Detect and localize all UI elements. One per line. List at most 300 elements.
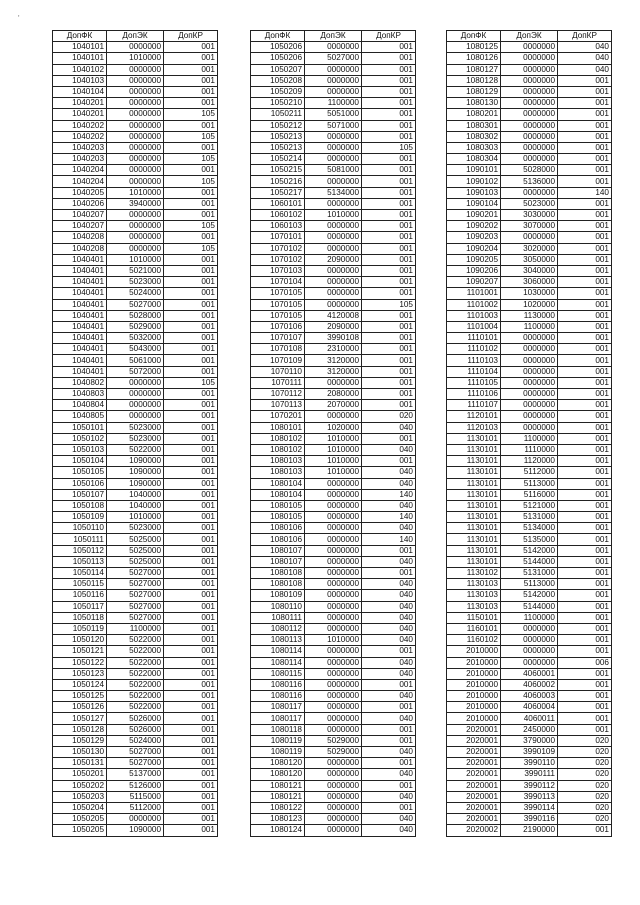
cell-dopfk: 1080108 (251, 579, 305, 590)
cell-dopkr: 001 (558, 120, 612, 131)
cell-dopek: 0000000 (305, 500, 362, 511)
cell-dopek: 0000000 (107, 64, 164, 75)
cell-dopfk: 1080101 (251, 422, 305, 433)
cell-dopek: 3990114 (501, 802, 558, 813)
table-row (251, 635, 416, 646)
table-row (251, 713, 416, 724)
cell-dopfk: 1050129 (53, 735, 107, 746)
cell-dopek: 1030000 (501, 288, 558, 299)
cell-dopfk: 1060101 (251, 198, 305, 209)
cell-dopkr: 001 (362, 344, 416, 355)
cell-dopkr: 040 (362, 556, 416, 567)
cell-dopfk: 1120103 (447, 422, 501, 433)
table-row (251, 433, 416, 444)
cell-dopek: 3990116 (501, 814, 558, 825)
cell-dopkr: 001 (164, 411, 218, 422)
table-row (447, 64, 612, 75)
cell-dopkr: 001 (164, 590, 218, 601)
cell-dopkr: 001 (558, 646, 612, 657)
table-row (251, 243, 416, 254)
table-row (251, 377, 416, 388)
cell-dopek: 1100000 (107, 623, 164, 634)
cell-dopfk: 1050110 (53, 523, 107, 534)
cell-dopek: 5026000 (107, 724, 164, 735)
cell-dopek: 5126000 (107, 780, 164, 791)
table-row (251, 265, 416, 276)
cell-dopek: 1120000 (501, 456, 558, 467)
table-row (447, 512, 612, 523)
cell-dopek: 0000000 (501, 64, 558, 75)
table-row (53, 724, 218, 735)
table-row (447, 42, 612, 53)
cell-dopkr: 001 (362, 254, 416, 265)
cell-dopek: 5026000 (107, 713, 164, 724)
cell-dopkr: 001 (362, 735, 416, 746)
cell-dopek: 0000000 (501, 422, 558, 433)
cell-dopfk: 1160102 (447, 635, 501, 646)
cell-dopkr: 001 (164, 187, 218, 198)
table-row (447, 422, 612, 433)
cell-dopfk: 1060103 (251, 221, 305, 232)
cell-dopkr: 001 (164, 780, 218, 791)
cell-dopek: 3040000 (501, 265, 558, 276)
cell-dopek: 0000000 (305, 478, 362, 489)
cell-dopfk: 1050116 (53, 590, 107, 601)
cell-dopek: 0000000 (305, 579, 362, 590)
cell-dopfk: 1080107 (251, 556, 305, 567)
cell-dopkr: 001 (164, 568, 218, 579)
cell-dopkr: 001 (164, 601, 218, 612)
cell-dopkr: 105 (164, 243, 218, 254)
cell-dopkr: 001 (362, 232, 416, 243)
cell-dopek: 0000000 (305, 86, 362, 97)
cell-dopfk: 1130101 (447, 523, 501, 534)
cell-dopfk: 1090202 (447, 221, 501, 232)
cell-dopkr: 040 (362, 444, 416, 455)
cell-dopek: 1100000 (501, 612, 558, 623)
header-dopfk: ДопФК (447, 31, 501, 42)
cell-dopek: 5022000 (107, 679, 164, 690)
cell-dopkr: 001 (558, 724, 612, 735)
cell-dopfk: 1050217 (251, 187, 305, 198)
table-row (447, 75, 612, 86)
cell-dopek: 1130000 (501, 310, 558, 321)
cell-dopek: 0000000 (501, 131, 558, 142)
table-row (53, 758, 218, 769)
table-row (447, 601, 612, 612)
cell-dopfk: 1050104 (53, 456, 107, 467)
table-row (53, 400, 218, 411)
table-row (251, 769, 416, 780)
cell-dopfk: 1080104 (251, 478, 305, 489)
cell-dopfk: 1040101 (53, 53, 107, 64)
table-row (251, 422, 416, 433)
cell-dopfk: 1110107 (447, 400, 501, 411)
cell-dopek: 1010000 (107, 512, 164, 523)
cell-dopfk: 1050124 (53, 679, 107, 690)
cell-dopkr: 001 (558, 556, 612, 567)
table-row (53, 321, 218, 332)
cell-dopek: 0000000 (305, 512, 362, 523)
cell-dopek: 0000000 (305, 42, 362, 53)
cell-dopkr: 001 (362, 53, 416, 64)
cell-dopek: 0000000 (501, 120, 558, 131)
cell-dopfk: 1080119 (251, 747, 305, 758)
cell-dopfk: 1050106 (53, 478, 107, 489)
cell-dopfk: 1130101 (447, 456, 501, 467)
cell-dopek: 0000000 (305, 702, 362, 713)
cell-dopek: 0000000 (305, 411, 362, 422)
cell-dopkr: 001 (558, 355, 612, 366)
cell-dopfk: 1080303 (447, 142, 501, 153)
cell-dopek: 5027000 (107, 612, 164, 623)
cell-dopkr: 105 (362, 299, 416, 310)
cell-dopek: 0000000 (107, 221, 164, 232)
cell-dopkr: 001 (362, 265, 416, 276)
table-row (53, 299, 218, 310)
cell-dopkr: 001 (558, 243, 612, 254)
table-row (53, 64, 218, 75)
cell-dopkr: 001 (558, 422, 612, 433)
cell-dopkr: 040 (362, 601, 416, 612)
cell-dopek: 5043000 (107, 344, 164, 355)
cell-dopfk: 1040206 (53, 198, 107, 209)
table-row (53, 165, 218, 176)
table-row (447, 489, 612, 500)
cell-dopfk: 1050204 (53, 802, 107, 813)
cell-dopkr: 001 (558, 321, 612, 332)
table-row (251, 590, 416, 601)
cell-dopek: 3020000 (501, 243, 558, 254)
table-row (251, 254, 416, 265)
cell-dopkr: 001 (164, 165, 218, 176)
table-row (251, 556, 416, 567)
table-row (53, 377, 218, 388)
cell-dopek: 0000000 (107, 131, 164, 142)
cell-dopkr: 001 (362, 377, 416, 388)
cell-dopfk: 1040103 (53, 75, 107, 86)
cell-dopkr: 001 (558, 534, 612, 545)
cell-dopek: 5027000 (107, 601, 164, 612)
cell-dopkr: 001 (558, 467, 612, 478)
cell-dopfk: 1040803 (53, 389, 107, 400)
cell-dopkr: 001 (558, 679, 612, 690)
cell-dopfk: 1070108 (251, 344, 305, 355)
cell-dopkr: 001 (362, 42, 416, 53)
cell-dopkr: 001 (164, 657, 218, 668)
cell-dopfk: 1150101 (447, 612, 501, 623)
cell-dopkr: 001 (164, 321, 218, 332)
table-row (447, 456, 612, 467)
table-row (251, 791, 416, 802)
cell-dopek: 5023000 (107, 277, 164, 288)
cell-dopfk: 1050118 (53, 612, 107, 623)
cell-dopkr: 001 (362, 366, 416, 377)
cell-dopkr: 001 (164, 422, 218, 433)
cell-dopfk: 1080106 (251, 523, 305, 534)
cell-dopek: 0000000 (305, 713, 362, 724)
table-row (447, 769, 612, 780)
cell-dopfk: 1080103 (251, 456, 305, 467)
cell-dopkr: 001 (558, 444, 612, 455)
cell-dopkr: 040 (558, 64, 612, 75)
cell-dopkr: 001 (558, 433, 612, 444)
cell-dopfk: 1080122 (251, 802, 305, 813)
cell-dopkr: 001 (558, 512, 612, 523)
cell-dopkr: 040 (362, 668, 416, 679)
cell-dopkr: 105 (164, 109, 218, 120)
table-row (53, 109, 218, 120)
cell-dopkr: 001 (164, 612, 218, 623)
cell-dopkr: 020 (558, 780, 612, 791)
cell-dopkr: 001 (558, 198, 612, 209)
table-row (447, 590, 612, 601)
cell-dopfk: 1080123 (251, 814, 305, 825)
cell-dopfk: 1090104 (447, 198, 501, 209)
cell-dopkr: 001 (164, 646, 218, 657)
cell-dopek: 0000000 (107, 98, 164, 109)
cell-dopkr: 001 (164, 198, 218, 209)
cell-dopfk: 1040401 (53, 265, 107, 276)
table-row (53, 221, 218, 232)
cell-dopfk: 1050101 (53, 422, 107, 433)
cell-dopek: 0000000 (305, 691, 362, 702)
cell-dopkr: 001 (558, 668, 612, 679)
table-row (251, 512, 416, 523)
cell-dopfk: 1050211 (251, 109, 305, 120)
cell-dopkr: 020 (558, 802, 612, 813)
table-row (447, 333, 612, 344)
cell-dopek: 0000000 (305, 769, 362, 780)
cell-dopek: 2090000 (305, 321, 362, 332)
cell-dopek: 1020000 (501, 299, 558, 310)
cell-dopfk: 1130103 (447, 601, 501, 612)
table-row (53, 623, 218, 634)
table-row (447, 254, 612, 265)
cell-dopek: 5071000 (305, 120, 362, 131)
table-row (53, 489, 218, 500)
cell-dopfk: 1101002 (447, 299, 501, 310)
table-row (251, 232, 416, 243)
table-row (447, 433, 612, 444)
cell-dopkr: 040 (558, 53, 612, 64)
cell-dopkr: 020 (558, 769, 612, 780)
cell-dopkr: 001 (164, 758, 218, 769)
cell-dopkr: 105 (164, 377, 218, 388)
cell-dopek: 5112000 (501, 467, 558, 478)
cell-dopkr: 001 (362, 86, 416, 97)
cell-dopek: 0000000 (305, 679, 362, 690)
cell-dopfk: 1110101 (447, 333, 501, 344)
cell-dopkr: 001 (164, 64, 218, 75)
cell-dopfk: 1090207 (447, 277, 501, 288)
cell-dopfk: 1090206 (447, 265, 501, 276)
cell-dopfk: 1080119 (251, 735, 305, 746)
cell-dopkr: 001 (558, 299, 612, 310)
table-row (447, 210, 612, 221)
cell-dopkr: 001 (362, 288, 416, 299)
cell-dopkr: 001 (164, 579, 218, 590)
table-row (251, 187, 416, 198)
cell-dopfk: 1070103 (251, 265, 305, 276)
cell-dopkr: 001 (362, 355, 416, 366)
cell-dopek: 0000000 (305, 288, 362, 299)
cell-dopkr: 001 (164, 277, 218, 288)
cell-dopek: 5023000 (107, 523, 164, 534)
cell-dopfk: 1050216 (251, 176, 305, 187)
cell-dopkr: 001 (164, 433, 218, 444)
table-row (53, 288, 218, 299)
header-dopkr: ДопКР (164, 31, 218, 42)
cell-dopfk: 1080114 (251, 657, 305, 668)
cell-dopek: 5029000 (107, 321, 164, 332)
cell-dopkr: 001 (164, 814, 218, 825)
cell-dopek: 0000000 (107, 814, 164, 825)
cell-dopkr: 001 (362, 780, 416, 791)
cell-dopek: 5131000 (501, 512, 558, 523)
cell-dopfk: 1080304 (447, 154, 501, 165)
cell-dopkr: 001 (558, 277, 612, 288)
cell-dopfk: 1080118 (251, 724, 305, 735)
cell-dopkr: 001 (164, 802, 218, 813)
cell-dopek: 5137000 (107, 769, 164, 780)
cell-dopkr: 001 (164, 635, 218, 646)
table-row (251, 288, 416, 299)
cell-dopek: 0000000 (305, 221, 362, 232)
table-row (447, 791, 612, 802)
cell-dopek: 5081000 (305, 165, 362, 176)
cell-dopfk: 1040201 (53, 109, 107, 120)
cell-dopkr: 001 (164, 210, 218, 221)
cell-dopkr: 001 (164, 500, 218, 511)
cell-dopkr: 001 (362, 456, 416, 467)
cell-dopek: 3990111 (501, 769, 558, 780)
table-row (447, 154, 612, 165)
cell-dopek: 0000000 (107, 210, 164, 221)
cell-dopkr: 001 (558, 98, 612, 109)
cell-dopfk: 1040208 (53, 243, 107, 254)
table-row (53, 411, 218, 422)
cell-dopfk: 1080108 (251, 568, 305, 579)
cell-dopkr: 001 (164, 735, 218, 746)
cell-dopkr: 001 (558, 310, 612, 321)
cell-dopkr: 001 (558, 344, 612, 355)
cell-dopkr: 001 (164, 702, 218, 713)
cell-dopfk: 1040802 (53, 377, 107, 388)
table-row (53, 735, 218, 746)
cell-dopek: 3940000 (107, 198, 164, 209)
cell-dopfk: 1070104 (251, 277, 305, 288)
table-row (251, 299, 416, 310)
cell-dopek: 3070000 (501, 221, 558, 232)
cell-dopkr: 001 (164, 456, 218, 467)
cell-dopkr: 040 (362, 825, 416, 836)
cell-dopkr: 040 (362, 791, 416, 802)
cell-dopkr: 020 (558, 735, 612, 746)
table-row (53, 254, 218, 265)
table-row (53, 512, 218, 523)
cell-dopek: 0000000 (305, 568, 362, 579)
cell-dopfk: 1080111 (251, 612, 305, 623)
cell-dopkr: 001 (164, 42, 218, 53)
cell-dopfk: 1050206 (251, 42, 305, 53)
cell-dopek: 0000000 (501, 109, 558, 120)
cell-dopkr: 001 (164, 668, 218, 679)
cell-dopfk: 1050105 (53, 467, 107, 478)
table-row (53, 433, 218, 444)
cell-dopfk: 2020002 (447, 825, 501, 836)
cell-dopfk: 1070102 (251, 254, 305, 265)
cell-dopek: 3050000 (501, 254, 558, 265)
cell-dopfk: 1080121 (251, 791, 305, 802)
cell-dopek: 5144000 (501, 601, 558, 612)
cell-dopkr: 001 (558, 288, 612, 299)
cell-dopek: 5131000 (501, 568, 558, 579)
cell-dopfk: 1070110 (251, 366, 305, 377)
table-row (251, 165, 416, 176)
cell-dopek: 5115000 (107, 791, 164, 802)
cell-dopkr: 001 (558, 713, 612, 724)
table-row (251, 444, 416, 455)
cell-dopkr: 001 (558, 545, 612, 556)
table-row (447, 165, 612, 176)
cell-dopfk: 1050123 (53, 668, 107, 679)
cell-dopfk: 1050114 (53, 568, 107, 579)
cell-dopfk: 1130101 (447, 534, 501, 545)
table-row (251, 691, 416, 702)
cell-dopek: 0000000 (305, 534, 362, 545)
cell-dopkr: 040 (362, 478, 416, 489)
cell-dopfk: 1101003 (447, 310, 501, 321)
table-row (251, 75, 416, 86)
cell-dopek: 3990110 (501, 758, 558, 769)
cell-dopfk: 1040401 (53, 333, 107, 344)
table-row (251, 176, 416, 187)
cell-dopfk: 1060102 (251, 210, 305, 221)
cell-dopfk: 1070106 (251, 321, 305, 332)
table-row (447, 579, 612, 590)
cell-dopek: 1100000 (501, 321, 558, 332)
cell-dopkr: 001 (558, 377, 612, 388)
cell-dopfk: 1040208 (53, 232, 107, 243)
cell-dopkr: 020 (558, 758, 612, 769)
cell-dopfk: 1080128 (447, 75, 501, 86)
cell-dopkr: 001 (164, 120, 218, 131)
cell-dopfk: 1090204 (447, 243, 501, 254)
table-row (447, 814, 612, 825)
table-row (251, 120, 416, 131)
table-row (251, 86, 416, 97)
cell-dopfk: 1040805 (53, 411, 107, 422)
cell-dopfk: 1130101 (447, 556, 501, 567)
cell-dopek: 5027000 (107, 579, 164, 590)
table-row (251, 668, 416, 679)
table-row (53, 310, 218, 321)
cell-dopek: 5116000 (501, 489, 558, 500)
table-row (447, 668, 612, 679)
cell-dopek: 0000000 (305, 232, 362, 243)
cell-dopkr: 001 (558, 411, 612, 422)
cell-dopkr: 001 (362, 802, 416, 813)
cell-dopek: 5027000 (107, 758, 164, 769)
cell-dopfk: 2010000 (447, 702, 501, 713)
cell-dopfk: 1080104 (251, 489, 305, 500)
cell-dopkr: 001 (362, 277, 416, 288)
cell-dopfk: 1050130 (53, 747, 107, 758)
cell-dopfk: 1050115 (53, 579, 107, 590)
table-row (53, 42, 218, 53)
cell-dopkr: 001 (558, 478, 612, 489)
